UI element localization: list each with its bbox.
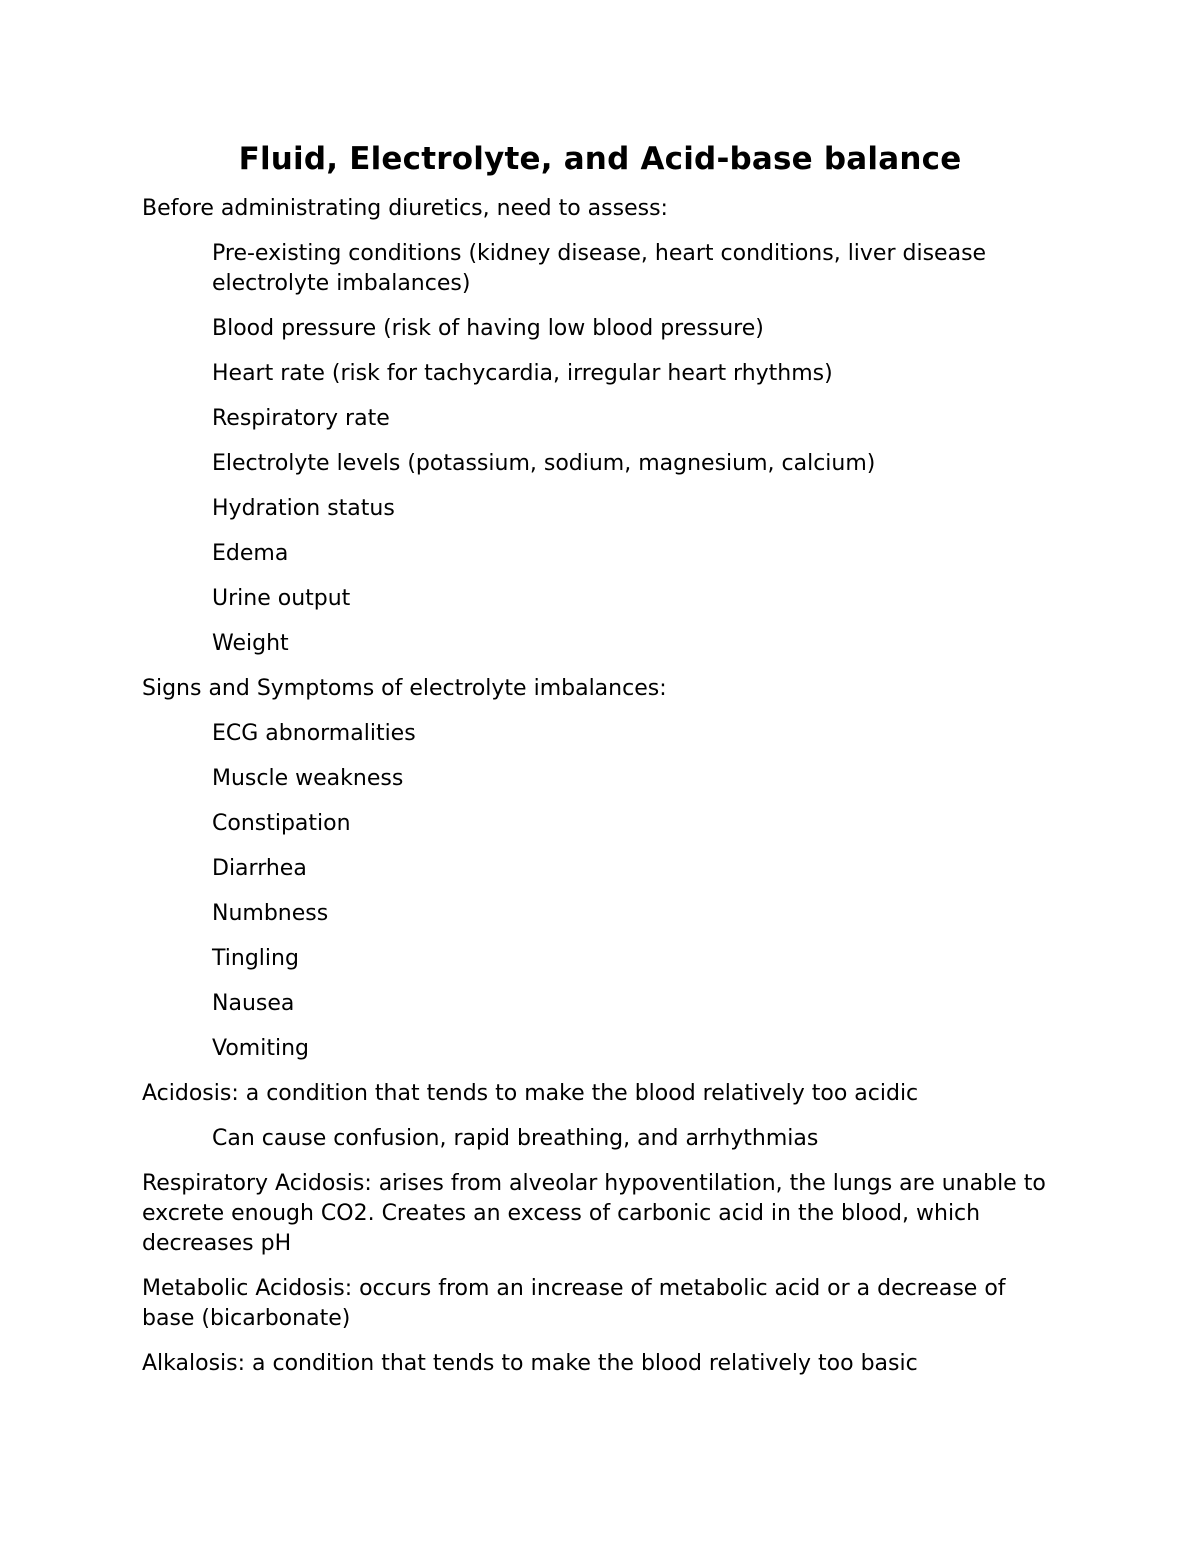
diuretics-item: Respiratory rate	[212, 406, 390, 431]
electrolyte-sign-item: Nausea	[212, 991, 295, 1016]
diuretics-item: Edema	[212, 541, 289, 566]
electrolyte-sign-item: Diarrhea	[212, 856, 307, 881]
page-title: Fluid, Electrolyte, and Acid-base balance	[238, 141, 962, 177]
diuretics-item: Weight	[212, 631, 289, 656]
diuretics-item: Pre-existing conditions (kidney disease, heart conditions, liver disease electrolyte imbalances)	[212, 241, 987, 296]
diuretics-heading: Before administrating diuretics, need to assess:	[142, 196, 668, 221]
diuretics-item: Electrolyte levels (potassium, sodium, magnesium, calcium)	[212, 451, 876, 476]
electrolyte-sign-item: Tingling	[212, 946, 299, 971]
electrolyte-sign-item: Vomiting	[212, 1036, 309, 1061]
diuretics-item: Blood pressure (risk of having low blood pressure)	[212, 316, 764, 341]
metabolic-acidosis-paragraph: Metabolic Acidosis: occurs from an increase of metabolic acid or a decrease of base (bicarbonate)	[142, 1276, 1006, 1331]
document-body	[142, 194, 1062, 1394]
electrolyte-sign-item: Constipation	[212, 811, 351, 836]
acidosis-effect: Can cause confusion, rapid breathing, and arrhythmias	[212, 1126, 819, 1151]
electrolyte-sign-item: ECG abnormalities	[212, 721, 416, 746]
respiratory-acidosis-paragraph: Respiratory Acidosis: arises from alveolar hypoventilation, the lungs are unable to excrete enough CO2. Creates an excess of carbonic acid in the blood, which decreases pH	[142, 1171, 1046, 1256]
acidosis-definition: Acidosis: a condition that tends to make the blood relatively too acidic	[142, 1081, 919, 1106]
diuretics-item: Urine output	[212, 586, 351, 611]
diuretics-item: Heart rate (risk for tachycardia, irregular heart rhythms)	[212, 361, 833, 386]
electrolyte-sign-item: Muscle weakness	[212, 766, 404, 791]
electrolyte-sign-item: Numbness	[212, 901, 329, 926]
diuretics-item: Hydration status	[212, 496, 395, 521]
alkalosis-definition: Alkalosis: a condition that tends to make the blood relatively too basic	[142, 1351, 918, 1376]
electrolyte-signs-heading: Signs and Symptoms of electrolyte imbalances:	[142, 676, 667, 701]
